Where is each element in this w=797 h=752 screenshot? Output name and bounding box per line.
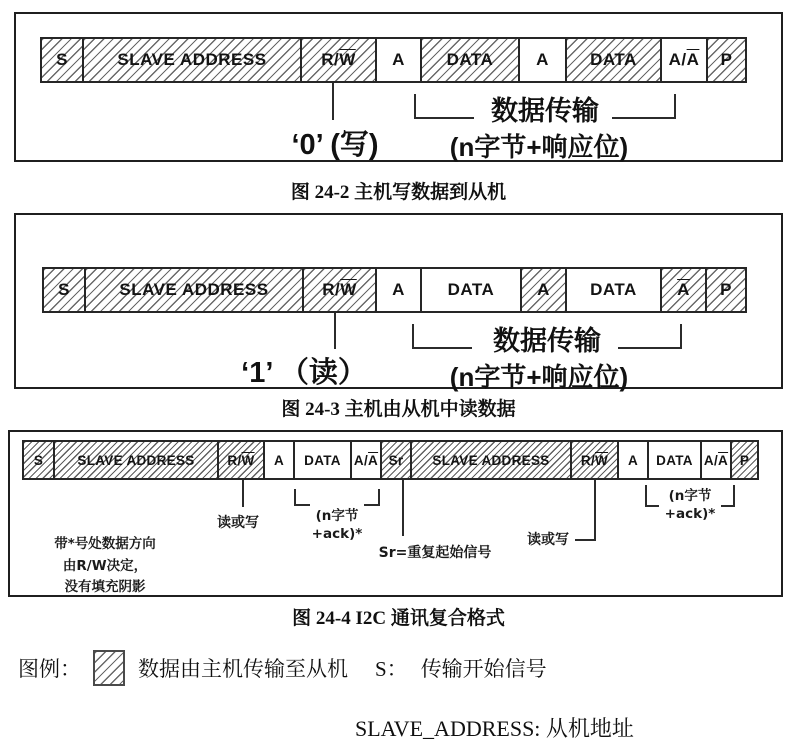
cell-label: A	[536, 50, 549, 69]
star-note-line3: 没有填充阴影	[64, 579, 146, 596]
cell-rw	[572, 440, 619, 480]
data-transfer-bracket	[412, 324, 682, 356]
cell-label: P	[739, 452, 750, 468]
rw1-label: 读或写	[217, 515, 259, 531]
cell-label: DATA	[590, 50, 637, 69]
nbyte2-line2: +ack)*	[664, 506, 716, 523]
cell-label: P	[720, 50, 733, 69]
cell-ack-nack	[352, 440, 382, 480]
rw-pointer-line	[334, 313, 336, 349]
hatch-meaning: 数据由主机传输至从机	[138, 657, 348, 681]
cell-label: DATA	[447, 280, 495, 299]
figure-24-4-combined-diagram	[8, 430, 783, 597]
cell-repeated-start	[382, 440, 412, 480]
rw1-pointer-line	[242, 480, 244, 507]
cell-nack	[662, 267, 707, 313]
cell-rw	[219, 440, 265, 480]
figure-caption: 图 24-3 主机由从机中读数据	[281, 399, 516, 420]
cell-ack	[265, 440, 295, 480]
cell-rw	[302, 37, 377, 83]
bracket-right-corner	[364, 489, 380, 506]
data-transfer-subtitle: (n字节+响应位)	[449, 132, 629, 162]
nbyte2-line1: (n字节	[668, 488, 712, 504]
cell-label: S	[56, 50, 68, 69]
cell-stop	[707, 267, 747, 313]
bracket-right-corner	[612, 94, 676, 119]
frame-sequence-row	[22, 440, 759, 480]
cell-ack	[377, 267, 422, 313]
cell-label: DATA	[304, 452, 341, 468]
cell-start	[40, 37, 84, 83]
cell-label: S	[33, 452, 44, 468]
nbyte1-line2: +ack)*	[311, 526, 363, 543]
slave-address-definition: SLAVE_ADDRESS: 从机地址	[355, 716, 634, 741]
cell-ack-nack	[702, 440, 732, 480]
cell-label: A	[392, 50, 405, 69]
bracket-right-corner	[721, 485, 735, 507]
cell-label: $A/\overline{A}$	[703, 452, 729, 468]
cell-data	[422, 267, 522, 313]
cell-label: $A/\overline{A}$	[668, 50, 700, 69]
figure-caption: 图 24-2 主机写数据到从机	[290, 182, 507, 203]
star-note-line1: 带*号处数据方向	[54, 536, 156, 552]
cell-label: DATA	[590, 280, 637, 299]
rw-value-label: ‘0’ (写)	[291, 129, 379, 161]
sr-note: Sr=重复起始信号	[378, 545, 492, 561]
cell-data	[649, 440, 702, 480]
bracket-right-corner	[618, 324, 682, 349]
cell-label: $R/\overline{W}$	[580, 452, 609, 468]
cell-label: SLAVE ADDRESS	[77, 452, 195, 468]
cell-label: $R/\overline{W}$	[321, 50, 356, 69]
cell-label: DATA	[656, 452, 693, 468]
frame-sequence-row	[42, 267, 747, 313]
rw-pointer-line	[332, 83, 334, 120]
cell-start	[42, 267, 86, 313]
start-signal-meaning: 传输开始信号	[420, 657, 547, 681]
rw2-pointer-elbow	[575, 480, 596, 541]
cell-rw	[304, 267, 377, 313]
cell-label: A	[537, 280, 550, 299]
cell-label: A	[273, 452, 285, 468]
cell-label: A	[627, 452, 639, 468]
cell-slave-address	[412, 440, 572, 480]
rw2-label: 读或写	[527, 532, 569, 548]
cell-ack	[377, 37, 422, 83]
cell-label: SLAVE ADDRESS	[117, 50, 267, 69]
cell-ack	[619, 440, 649, 480]
figure-caption: 图 24-4 I2C 通讯复合格式	[292, 608, 505, 629]
start-signal-key: S：	[375, 657, 408, 681]
bracket-left-corner	[294, 489, 310, 506]
cell-data	[295, 440, 352, 480]
cell-slave-address	[55, 440, 219, 480]
data-transfer-bracket	[414, 94, 676, 126]
cell-label: $A/\overline{A}$	[353, 452, 379, 468]
figure-24-2-write-diagram	[14, 12, 783, 162]
cell-label: SLAVE ADDRESS	[119, 280, 269, 299]
data-transfer-subtitle: (n字节+响应位)	[449, 362, 629, 392]
cell-stop	[708, 37, 747, 83]
cell-label: SLAVE ADDRESS	[432, 452, 550, 468]
cell-slave-address	[86, 267, 304, 313]
legend	[18, 650, 547, 686]
cell-ack-nack	[662, 37, 708, 83]
cell-label: $R/\overline{W}$	[322, 280, 357, 299]
frame-sequence-row	[40, 37, 747, 83]
cell-data	[567, 37, 662, 83]
cell-label: A	[392, 280, 405, 299]
data-transfer-title: 数据传输	[493, 326, 601, 356]
cell-label: Sr	[388, 452, 404, 468]
star-direction-note	[35, 534, 175, 599]
rw-value-label: ‘1’ （读）	[241, 357, 367, 389]
cell-start	[22, 440, 55, 480]
cell-label: DATA	[446, 50, 494, 69]
data-transfer-title: 数据传输	[491, 96, 599, 126]
cell-slave-address	[84, 37, 302, 83]
cell-stop	[732, 440, 759, 480]
legend-label: 图例：	[18, 657, 81, 681]
hatch-swatch-icon	[93, 650, 125, 686]
nbyte1-bracket	[294, 489, 380, 504]
cell-label: $R/\overline{W}$	[227, 452, 255, 468]
nbyte2-label	[657, 487, 723, 523]
cell-label: P	[720, 280, 732, 299]
nbyte1-label	[306, 507, 368, 543]
figure-24-3-read-diagram	[14, 213, 783, 392]
cell-label: $\overline{A}$	[677, 280, 690, 299]
star-note-line2: 由R/W决定，	[62, 557, 148, 574]
bracket-left-corner	[412, 324, 472, 349]
nbyte1-line1: (n字节	[315, 508, 359, 524]
cell-ack	[520, 37, 567, 83]
cell-label: S	[58, 280, 70, 299]
bracket-left-corner	[414, 94, 474, 119]
sr-pointer-line	[402, 480, 404, 536]
cell-data	[422, 37, 520, 83]
cell-data	[567, 267, 662, 313]
cell-ack	[522, 267, 567, 313]
